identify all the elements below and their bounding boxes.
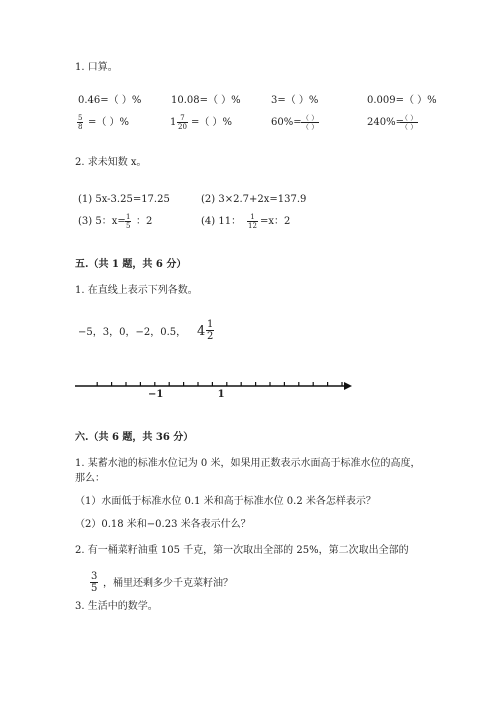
sub-question: （2）0.18 米和−0.23 米各表示什么？ [75, 519, 251, 530]
fraction: $\frac{1}{2}$ [207, 319, 214, 342]
fraction: $\frac{1}{12}$ [248, 213, 257, 230]
calc-item: 3=（ ）% [271, 95, 319, 106]
calc-item: 60%= [271, 117, 302, 128]
fraction-blank: （ ） （ ） [401, 114, 418, 131]
fraction: $\frac{7}{20}$ [178, 114, 187, 131]
equation-item: (4) 11： [201, 216, 242, 227]
equation-item: =x：2 [260, 216, 291, 227]
calc-item: =（ ）% [88, 117, 130, 128]
equation-item: (3) 5：x= [78, 216, 126, 227]
axis-label-pos1: 1 [217, 389, 225, 400]
fraction-blank: （ ） （ ） [302, 114, 319, 131]
equation-item: (1) 5x-3.25=17.25 [78, 194, 170, 205]
question-1-title: 1. 口算。 [75, 62, 118, 73]
equation-item: (2) 3×2.7+2x=137.9 [201, 194, 307, 205]
question-2-title: 2. 求未知数 x。 [75, 157, 147, 168]
calc-item: 0.009=（ ）% [367, 95, 437, 106]
calc-item: 10.08=（ ）% [171, 95, 241, 106]
sub-question: （1）水面低于标准水位 0.1 米和高于标准水位 0.2 米各怎样表示？ [75, 496, 376, 507]
section-5-question: 1. 在直线上表示下列各数。 [75, 285, 198, 296]
calc-item: 0.46=（ ）% [78, 95, 142, 106]
section-6-heading: 六.（共 6 题，共 36 分） [75, 432, 194, 443]
equation-item: ：2 [136, 216, 153, 227]
question-text: 3. 生活中的数学。 [75, 601, 158, 612]
question-text: 2. 有一桶菜籽油重 105 千克，第一次取出全部的 25%，第二次取出全部的 [75, 545, 409, 556]
fraction: $\frac{5}{8}$ [78, 114, 83, 131]
calc-item: =（ ）% [191, 117, 233, 128]
fraction: $\frac{3}{5}$ [91, 571, 98, 594]
question-text: 那么： [75, 473, 105, 484]
calc-item: 240%= [367, 117, 404, 128]
mixed-whole: 1 [170, 117, 177, 128]
axis-label-neg1: −1 [148, 389, 164, 400]
section-5-heading: 五.（共 1 题，共 6 分） [75, 259, 187, 270]
arrow-head-icon [344, 382, 352, 390]
mixed-whole: 4 [197, 324, 206, 339]
numbers-list: −5，3，0，−2，0.5， [78, 327, 187, 338]
question-text: 1. 某蓄水池的标准水位记为 0 米，如果用正数表示水面高于标准水位的高度， [75, 458, 421, 469]
question-text: ，桶里还剩多少千克菜籽油？ [103, 578, 233, 589]
fraction: $\frac{1}{5}$ [126, 213, 131, 230]
